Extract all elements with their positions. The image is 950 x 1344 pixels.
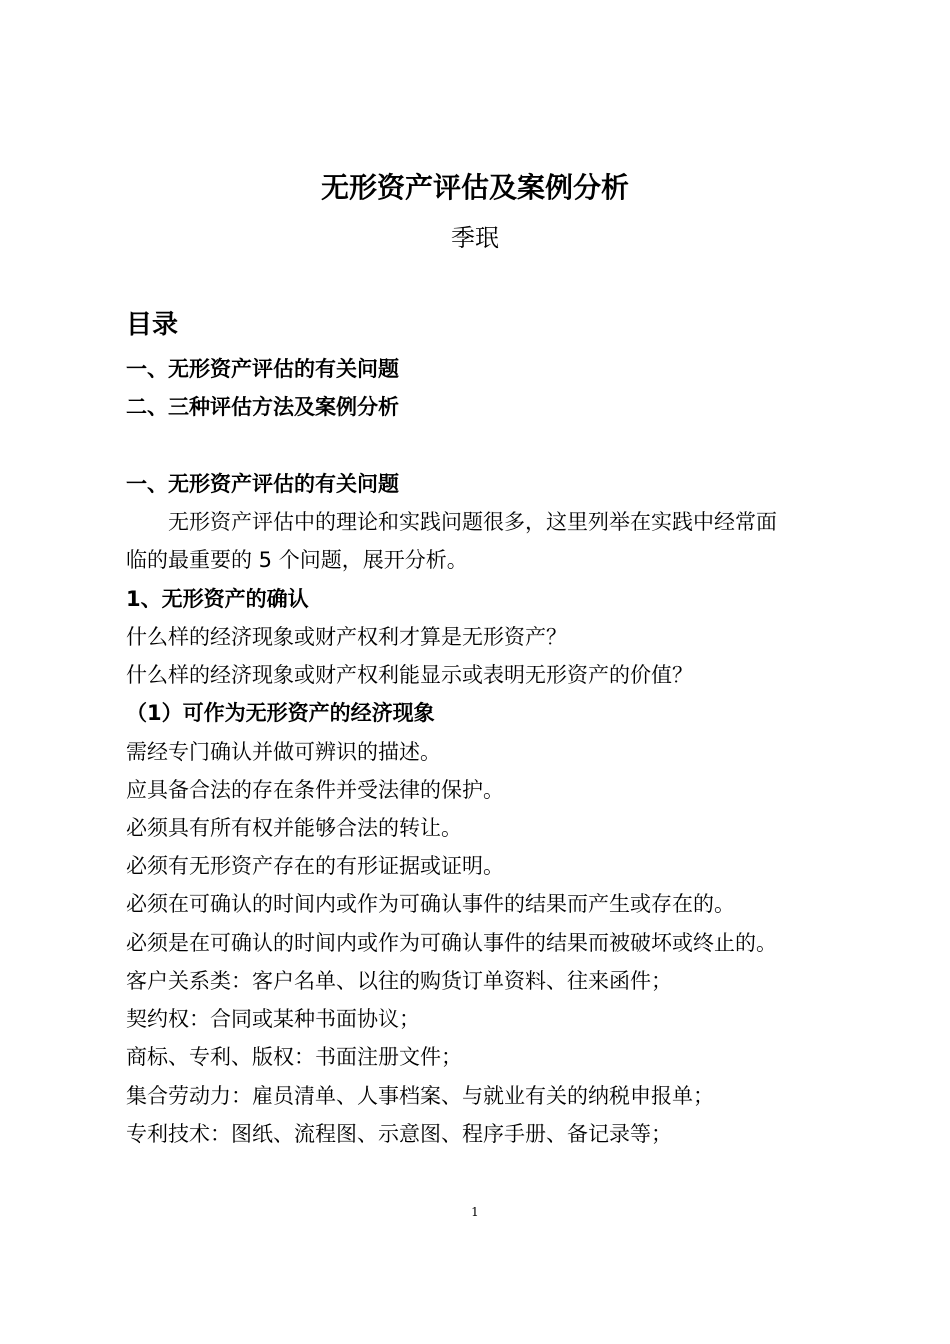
list-item: 必须具有所有权并能够合法的转让。 — [126, 816, 462, 840]
question-line: 什么样的经济现象或财产权利能显示或表明无形资产的价值？ — [126, 663, 693, 687]
sub-heading: （1）可作为无形资产的经济现象 — [126, 701, 435, 725]
page-number: 1 — [471, 1205, 479, 1219]
section-heading: 一、无形资产评估的有关问题 — [126, 472, 399, 496]
list-item: 集合劳动力：雇员清单、人事档案、与就业有关的纳税申报单； — [126, 1084, 714, 1108]
paragraph-line: 无形资产评估中的理论和实践问题很多，这里列举在实践中经常面 — [168, 510, 777, 534]
list-item: 必须有无形资产存在的有形证据或证明。 — [126, 854, 504, 878]
list-item: 商标、专利、版权：书面注册文件； — [126, 1045, 462, 1069]
toc-item: 一、无形资产评估的有关问题 — [126, 357, 399, 381]
document-title: 无形资产评估及案例分析 — [320, 171, 629, 204]
list-item: 必须是在可确认的时间内或作为可确认事件的结果而被破坏或终止的。 — [126, 931, 777, 955]
paragraph-line: 临的最重要的 5 个问题，展开分析。 — [126, 548, 468, 572]
list-item: 专利技术：图纸、流程图、示意图、程序手册、备记录等； — [126, 1122, 672, 1146]
document-author: 季珉 — [451, 224, 499, 252]
list-item: 必须在可确认的时间内或作为可确认事件的结果而产生或存在的。 — [126, 892, 735, 916]
list-item: 应具备合法的存在条件并受法律的保护。 — [126, 778, 504, 802]
subsection-heading: 1、无形资产的确认 — [126, 587, 309, 611]
toc-item: 二、三种评估方法及案例分析 — [126, 395, 399, 419]
question-line: 什么样的经济现象或财产权利才算是无形资产？ — [126, 625, 567, 649]
list-item: 需经专门确认并做可辨识的描述。 — [126, 740, 441, 764]
list-item: 客户关系类：客户名单、以往的购货订单资料、往来函件； — [126, 969, 672, 993]
list-item: 契约权：合同或某种书面协议； — [126, 1007, 420, 1031]
toc-heading: 目录 — [126, 310, 179, 340]
